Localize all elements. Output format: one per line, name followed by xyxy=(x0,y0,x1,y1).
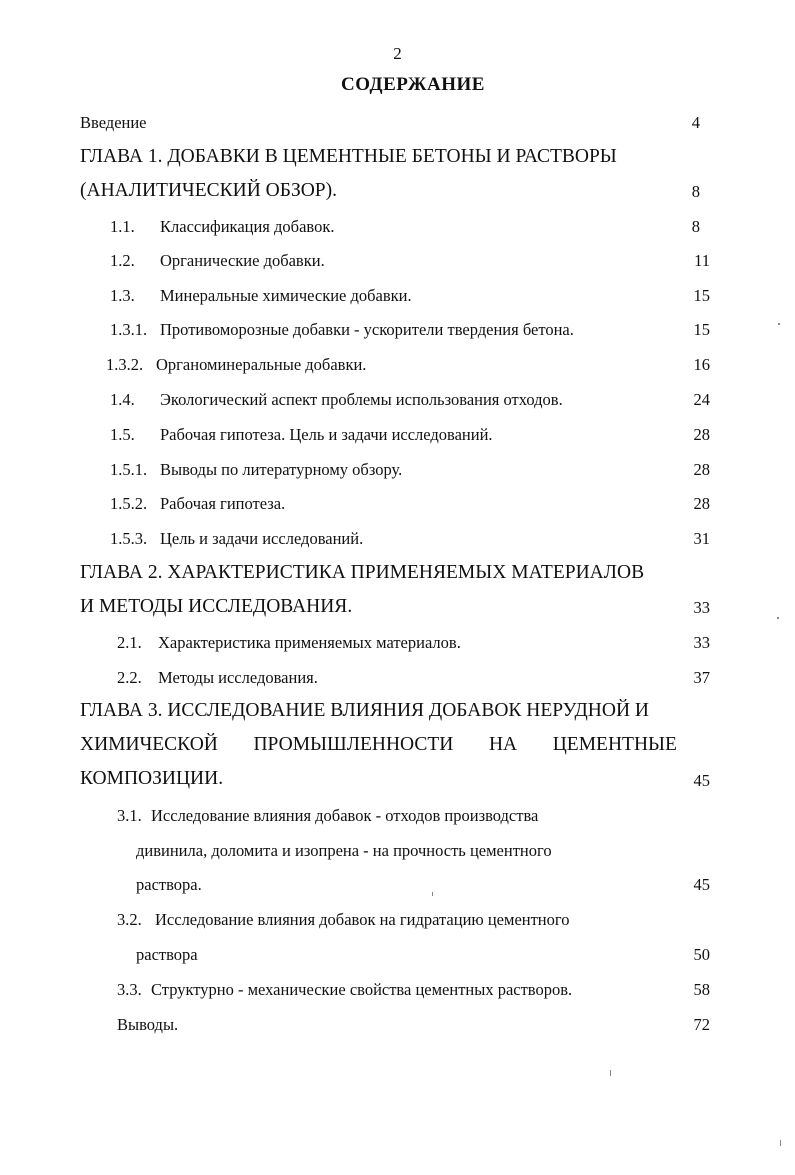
toc-label: Минеральные химические добавки. xyxy=(160,286,412,305)
toc-page: 8 xyxy=(691,182,700,201)
heading-word: НА xyxy=(488,734,518,755)
toc-number: 1.5.3. xyxy=(110,529,148,548)
toc-label: Исследование влияния добавок - отходов производства xyxy=(151,806,539,825)
toc-number: 1.1. xyxy=(110,217,135,236)
toc-page: 50 xyxy=(693,945,710,964)
toc-number: 1.5.1. xyxy=(110,460,148,479)
toc-label: дивинила, доломита и изопрена - на прочность цементного xyxy=(136,841,552,860)
toc-label: Цель и задачи исследований. xyxy=(160,529,364,548)
toc-number: 3.1. xyxy=(117,806,142,825)
toc-label: Органические добавки. xyxy=(160,251,325,270)
toc-page: 45 xyxy=(693,875,710,894)
chapter-heading-line: (АНАЛИТИЧЕСКИЙ ОБЗОР). xyxy=(80,180,338,201)
toc-page: 28 xyxy=(693,425,710,444)
page-number: 2 xyxy=(393,44,402,63)
toc-page: 33 xyxy=(693,598,710,617)
toc-label: Методы исследования. xyxy=(158,668,318,687)
chapter-heading-line: ГЛАВА 2. ХАРАКТЕРИСТИКА ПРИМЕНЯЕМЫХ МАТЕРИАЛОВ xyxy=(80,562,645,583)
toc-label: Органоминеральные добавки. xyxy=(156,355,367,374)
toc-label: раствора xyxy=(136,945,198,964)
toc-label: раствора. xyxy=(136,875,202,894)
scan-speck xyxy=(610,1070,611,1076)
toc-page: 28 xyxy=(693,460,710,479)
toc-number: 1.4. xyxy=(110,390,135,409)
toc-number: 1.5. xyxy=(110,425,135,444)
toc-number: 2.2. xyxy=(117,668,142,687)
toc-page: 37 xyxy=(693,668,710,687)
toc-label: Классификация добавок. xyxy=(160,217,335,236)
toc-label: Характеристика применяемых материалов. xyxy=(158,633,461,652)
page-title: СОДЕРЖАНИЕ xyxy=(341,74,485,95)
toc-page: 4 xyxy=(691,113,700,132)
toc-label: Введение xyxy=(80,113,147,132)
toc-page: 31 xyxy=(693,529,710,548)
toc-label: Выводы. xyxy=(117,1015,179,1034)
toc-label: Экологический аспект проблемы использования отходов. xyxy=(160,390,563,409)
toc-page: 45 xyxy=(693,771,710,790)
toc-number: 1.3.2. xyxy=(106,355,144,374)
scan-speck xyxy=(780,1140,781,1146)
toc-page: 16 xyxy=(693,355,710,374)
toc-label: Структурно - механические свойства цементных растворов. xyxy=(151,980,573,999)
heading-word: ПРОМЫШЛЕННОСТИ xyxy=(253,734,454,755)
chapter-heading-line: ГЛАВА 1. ДОБАВКИ В ЦЕМЕНТНЫЕ БЕТОНЫ И РАСТВОРЫ xyxy=(80,146,617,167)
toc-number: 1.3.1. xyxy=(110,320,148,339)
scan-speck xyxy=(777,617,779,619)
toc-label: Противоморозные добавки - ускорители твердения бетона. xyxy=(160,320,574,339)
toc-page: 24 xyxy=(693,390,710,409)
toc-label: Рабочая гипотеза. Цель и задачи исследований. xyxy=(160,425,493,444)
toc-number: 2.1. xyxy=(117,633,142,652)
chapter-heading-line: КОМПОЗИЦИИ. xyxy=(80,768,224,789)
toc-number: 1.2. xyxy=(110,251,135,270)
toc-page: 33 xyxy=(693,633,710,652)
scan-speck xyxy=(432,892,433,896)
toc-label: Исследование влияния добавок на гидратацию цементного xyxy=(155,910,570,929)
toc-number: 3.3. xyxy=(117,980,142,999)
chapter-heading-line: И МЕТОДЫ ИССЛЕДОВАНИЯ. xyxy=(80,596,353,617)
toc-page: 15 xyxy=(693,286,710,305)
toc-page: 58 xyxy=(693,980,710,999)
toc-number: 1.3. xyxy=(110,286,135,305)
scan-speck xyxy=(778,323,780,325)
heading-word: ХИМИЧЕСКОЙ xyxy=(80,734,218,755)
toc-page: 72 xyxy=(693,1015,710,1034)
toc-label: Выводы по литературному обзору. xyxy=(160,460,403,479)
chapter-heading-line xyxy=(80,734,677,756)
toc-page: 15 xyxy=(693,320,710,339)
toc-number: 1.5.2. xyxy=(110,494,148,513)
toc-page: 28 xyxy=(693,494,710,513)
toc-page: 8 xyxy=(691,217,700,236)
toc-label: Рабочая гипотеза. xyxy=(160,494,286,513)
chapter-heading-line: ГЛАВА 3. ИССЛЕДОВАНИЕ ВЛИЯНИЯ ДОБАВОК НЕРУДНОЙ И xyxy=(80,700,649,721)
toc-number: 3.2. xyxy=(117,910,142,929)
toc-page: 11 xyxy=(694,251,710,270)
heading-word: ЦЕМЕНТНЫЕ xyxy=(552,734,677,755)
